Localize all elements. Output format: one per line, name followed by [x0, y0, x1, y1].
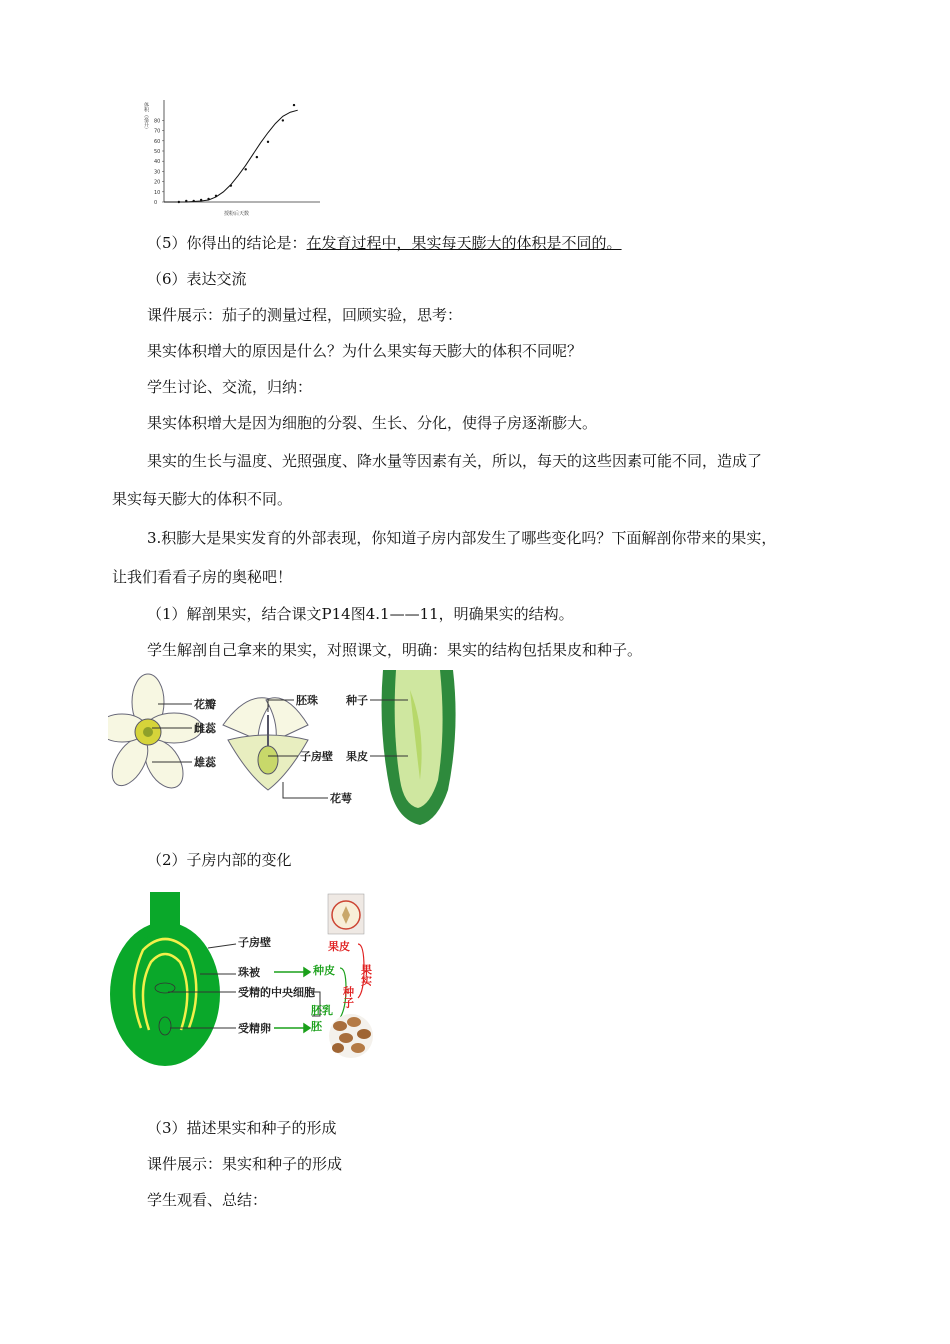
label-fertilized-egg: 受精卵 — [238, 1022, 271, 1035]
label-fruit: 果实 — [359, 964, 373, 986]
label-petal: 花瓣 — [194, 698, 216, 711]
y-axis-label — [143, 101, 150, 132]
ovary-development-figure — [108, 888, 398, 1073]
label-seed: 种子 — [346, 694, 368, 707]
y-ticks — [154, 118, 164, 206]
curve-line — [164, 110, 298, 202]
y-tick-label: 40 — [154, 159, 161, 166]
paragraph-11a: 果实的生长与温度、光照强度、降水量等因素有关，所以，每天的这些因素可能不同，造成了 — [147, 452, 763, 470]
x-axis-label: 授粉后天数 — [224, 211, 250, 217]
apple-cross-section-image — [328, 894, 364, 934]
data-point — [256, 156, 258, 158]
paragraph-8: 果实体积增大的原因是什么？为什么果实每天膨大的体积不同呢？ — [147, 342, 583, 360]
paragraph-18: 学生观看、总结： — [147, 1191, 268, 1209]
paragraph-7: 课件展示：茄子的测量过程，回顾实验，思考： — [147, 306, 463, 324]
label-endosperm: 胚乳 — [311, 1004, 333, 1017]
data-point — [178, 201, 180, 203]
label-seed-2: 种子 — [341, 986, 355, 1008]
data-point — [185, 200, 187, 202]
fit-curve — [164, 110, 298, 202]
label-seed-coat: 种皮 — [313, 964, 335, 977]
paragraph-10: 果实体积增大是因为细胞的分裂、生长、分化，使得子房逐渐膨大。 — [147, 414, 598, 432]
y-tick-label: 30 — [154, 169, 161, 176]
label-embryo: 胚 — [311, 1020, 322, 1033]
label-pericarp-2: 果皮 — [328, 940, 350, 953]
paragraph-13: （1）解剖果实，结合课文P14图4.1——11，明确果实的结构。 — [147, 605, 574, 623]
y-tick-label: 80 — [154, 118, 161, 125]
half-flower-illustration — [223, 698, 308, 790]
ovary-illustration — [110, 892, 220, 1066]
label-ovary-wall-2: 子房壁 — [238, 936, 271, 949]
paragraph-15: （2）子房内部的变化 — [147, 851, 292, 869]
data-point — [207, 198, 209, 200]
paragraph-14: 学生解剖自己拿来的果实，对照课文，明确：果实的结构包括果皮和种子。 — [147, 641, 643, 659]
y-label-text: 体积（毫升） — [143, 102, 149, 132]
data-point — [215, 195, 217, 197]
label-ovule: 胚珠 — [296, 694, 318, 707]
paragraph-6: （6）表达交流 — [147, 270, 247, 288]
y-tick-label: 0 — [154, 200, 158, 206]
data-points — [178, 104, 296, 203]
seeds-image — [329, 1014, 373, 1058]
paragraph-16: （3）描述果实和种子的形成 — [147, 1119, 337, 1137]
open-flower-illustration — [108, 674, 202, 795]
volume-growth-chart — [140, 92, 330, 222]
label-central-cell: 受精的中央细胞 — [238, 986, 315, 999]
conclusion-answer: 在发育过程中，果实每天膨大的体积是不同的。 — [306, 234, 622, 252]
data-point — [230, 184, 232, 186]
label-pericarp: 果皮 — [346, 750, 368, 763]
conclusion-prefix: （5）你得出的结论是： — [147, 234, 307, 252]
data-point — [293, 104, 295, 106]
paragraph-11b: 果实每天膨大的体积不同。 — [112, 490, 293, 508]
y-tick-label: 10 — [154, 189, 161, 196]
label-integument: 珠被 — [238, 966, 260, 979]
paragraph-conclusion — [147, 233, 622, 253]
label-pistil: 雌蕊 — [194, 722, 216, 735]
data-point — [245, 168, 247, 170]
label-receptacle: 花萼 — [330, 792, 352, 805]
y-tick-label: 50 — [154, 149, 161, 155]
y-tick-label: 60 — [154, 138, 161, 145]
y-tick-label: 70 — [154, 128, 161, 135]
paragraph-17: 课件展示：果实和种子的形成 — [147, 1155, 343, 1173]
green-arrows — [274, 968, 310, 1032]
label-ovary-wall: 子房壁 — [300, 750, 333, 763]
paragraph-9: 学生讨论、交流，归纳： — [147, 378, 313, 396]
label-stamen: 雄蕊 — [194, 756, 216, 769]
flower-fruit-structure-figure — [108, 670, 463, 830]
fruit-section-illustration — [382, 670, 456, 825]
data-point — [282, 119, 284, 121]
data-point — [200, 199, 202, 201]
paragraph-12a: 3.积膨大是果实发育的外部表现，你知道子房内部发生了哪些变化吗？下面解剖你带来的果实， — [147, 529, 777, 547]
data-point — [193, 200, 195, 202]
data-point — [267, 141, 269, 143]
paragraph-12b: 让我们看看子房的奥秘吧！ — [112, 568, 293, 586]
y-tick-label: 20 — [154, 179, 161, 186]
